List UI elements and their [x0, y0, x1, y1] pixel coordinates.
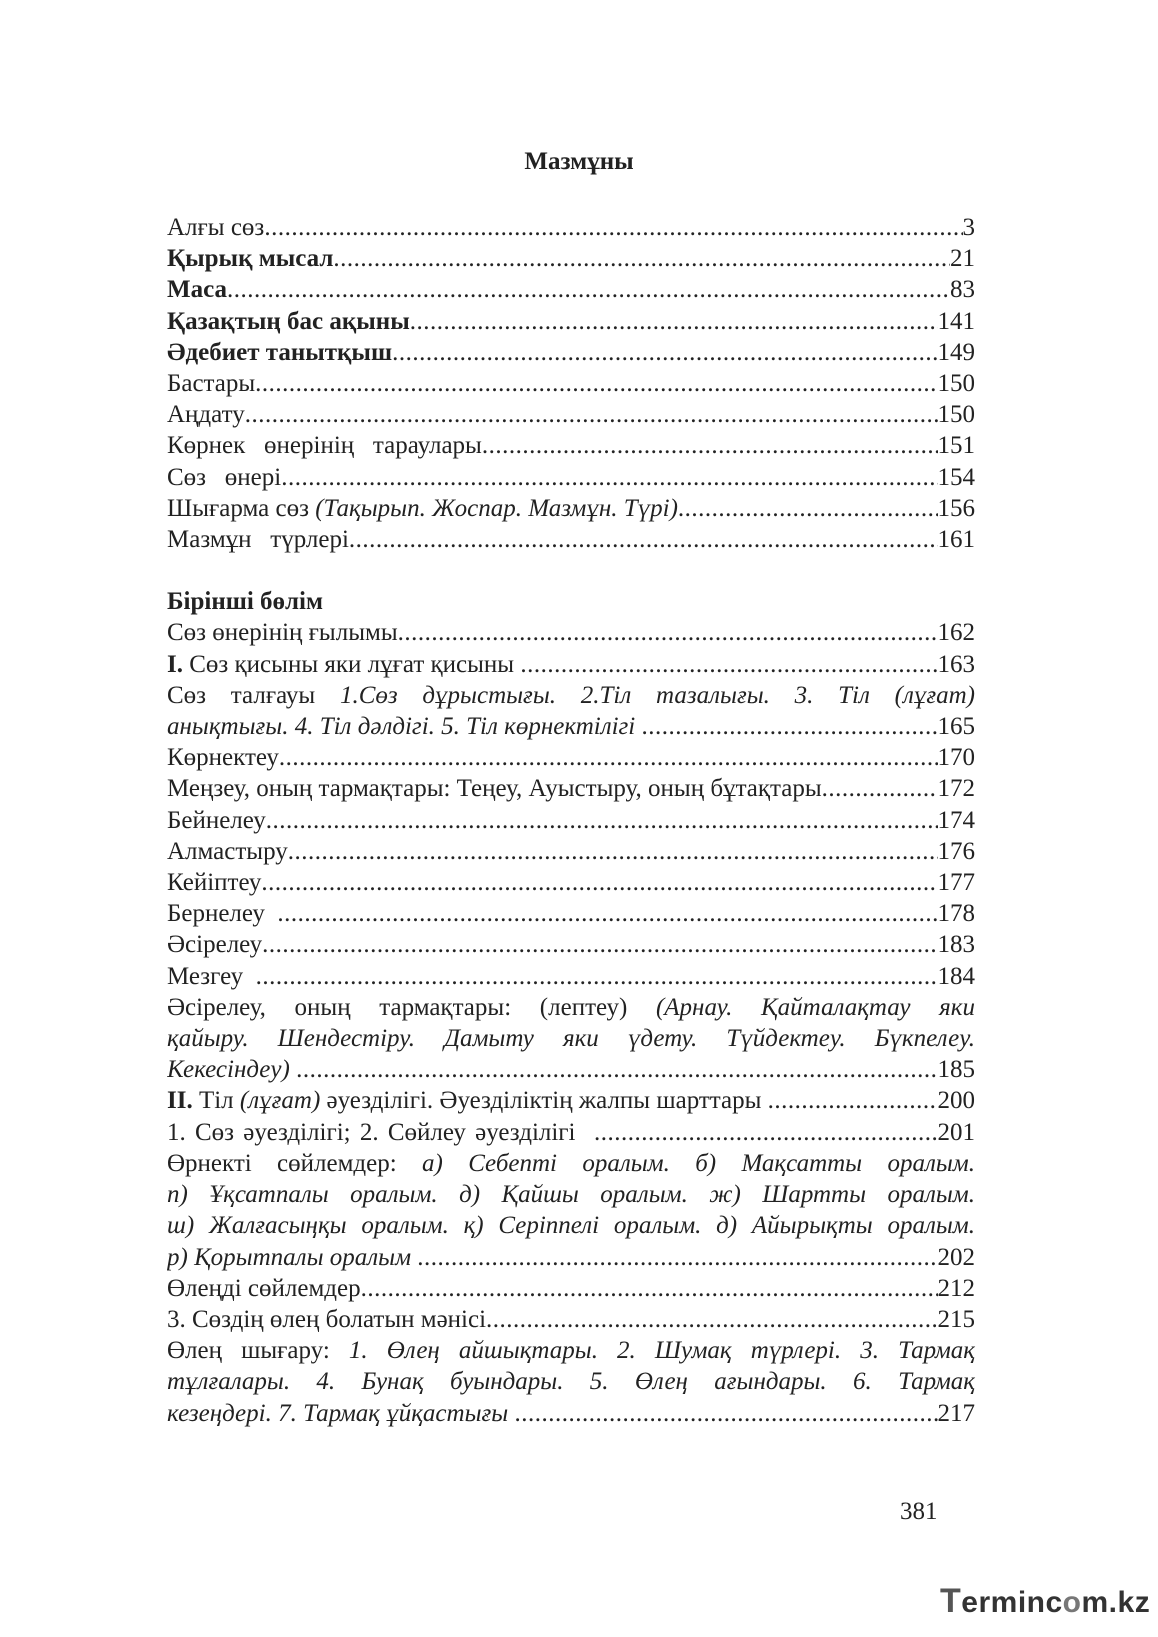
toc-entry-title: Алғы сөз: [167, 214, 265, 241]
dot-leader: [398, 617, 938, 648]
toc-entry-subtitle: р) Қорытпалы оралым: [167, 1243, 418, 1271]
toc-page-number: 151: [937, 432, 975, 460]
toc-page-number: 177: [937, 869, 975, 897]
watermark-text: m.kz: [1081, 1586, 1151, 1619]
toc-entry: [167, 711, 975, 742]
toc-page-number: 178: [937, 900, 975, 928]
dot-leader: [392, 337, 937, 368]
toc-page-number: 176: [937, 837, 975, 865]
dot-leader: [361, 1273, 938, 1304]
dot-leader: [642, 711, 938, 742]
toc-entry-title: Көрнек өнерінің тараулары: [167, 432, 482, 460]
toc-entry: [167, 493, 975, 524]
toc-entry: [167, 1304, 975, 1335]
toc-entry-title: Кейіптеу: [167, 869, 262, 897]
toc-entry: [167, 430, 975, 461]
toc-entry: [167, 649, 975, 680]
dot-leader: [768, 1085, 938, 1116]
toc-page-number: 141: [937, 307, 975, 335]
watermark-logo: [940, 1582, 1150, 1621]
dot-leader: [349, 524, 938, 555]
toc-entry: [167, 212, 975, 243]
toc-entry-title: Әсірелеу: [167, 931, 263, 959]
toc-entry-title: Сөз қисыны яки лұғат қисыны: [182, 650, 521, 678]
toc-entry-title: Шығарма сөз: [167, 494, 316, 522]
toc-page-number: 184: [937, 962, 975, 990]
toc-page-number: 162: [937, 619, 975, 647]
toc-entry: [167, 742, 975, 773]
toc-page-number: 149: [937, 338, 975, 366]
toc-page-number: 83: [950, 276, 975, 304]
dot-leader: [514, 1398, 937, 1429]
toc-entry-line: [167, 992, 975, 1023]
toc-page-number: 174: [937, 806, 975, 834]
toc-entry: [167, 805, 975, 836]
toc-page-number: 183: [937, 931, 975, 959]
toc-entry: [167, 524, 975, 555]
toc-entry-title: Сөз өнерінің ғылымы: [167, 619, 398, 647]
toc-entry-title: Өлең шығару:: [167, 1337, 349, 1365]
dot-leader: [678, 493, 938, 524]
toc-entry-title: Бастары: [167, 370, 256, 398]
toc-entry-title: Бейнелеу: [167, 806, 266, 834]
toc-entry-numeral: ІІ.: [167, 1087, 193, 1115]
toc-entry-title: Меңзеу, оның тармақтары: Теңеу, Ауыстыру, оның бұтақтары: [167, 775, 822, 803]
toc-entry: [167, 243, 975, 274]
toc-entry-title: Мезгеу: [167, 962, 256, 990]
spacer: [167, 555, 975, 586]
magnifier-icon: o: [1062, 1586, 1082, 1619]
toc-entry-multiline: [167, 680, 975, 711]
dot-leader: [482, 430, 938, 461]
toc-entry-multiline: [167, 1148, 975, 1242]
toc-entry: [167, 337, 975, 368]
toc-entry: [167, 368, 975, 399]
toc-entry-subtitle: 1. Өлең айшықтары. 2. Шумақ түрлері. 3. Тармақ: [348, 1337, 975, 1365]
toc-page-number: 200: [937, 1087, 975, 1115]
toc-entry: [167, 961, 975, 992]
toc-entry-title: Сөз өнері: [167, 463, 282, 491]
toc-entry: [167, 1085, 975, 1116]
toc-entry-subtitle: (лұғат): [239, 1087, 321, 1115]
toc-entry: [167, 617, 975, 648]
toc-entry-subtitle: 1.Сөз дұрыстығы. 2.Тіл тазалығы. 3. Тіл (лұғат): [339, 681, 976, 709]
toc-entry: [167, 306, 975, 337]
page-number: 381: [900, 1498, 938, 1525]
dot-leader: [261, 867, 937, 898]
toc-page-number: 185: [937, 1056, 975, 1084]
dot-leader: [277, 898, 937, 929]
toc-entry-line: ш) Жалғасыңқы оралым. қ) Серіппелі оралым. д) Айырықты оралым.: [167, 1212, 975, 1240]
dot-leader: [594, 1117, 937, 1148]
dot-leader: [288, 836, 938, 867]
toc-entry: [167, 1117, 975, 1148]
toc-entry-title: Маса: [167, 276, 227, 304]
toc-entry-title: Қырық мысал: [167, 245, 334, 273]
toc-entry-subtitle: анықтығы. 4. Тіл дәлдігі. 5. Тіл көрнектілігі: [167, 713, 642, 741]
toc-page-number: 215: [937, 1305, 975, 1333]
toc-entry-subtitle: (Тақырып. Жоспар. Мазмұн. Түрі): [315, 494, 678, 522]
toc-page-number: 156: [937, 494, 975, 522]
toc-entry-subtitle: а) Себепті оралым. б) Мақсатты оралым.: [422, 1149, 975, 1177]
table-of-contents: [167, 212, 975, 1429]
toc-entry-numeral: І.: [167, 650, 183, 678]
toc-page-number: 3: [962, 214, 975, 241]
dot-leader: [227, 274, 950, 305]
toc-entry: [167, 867, 975, 898]
toc-entry-line: [167, 680, 975, 711]
toc-entry-subtitle: кезеңдері. 7. Тармақ ұйқастығы: [167, 1399, 515, 1427]
dot-leader: [281, 462, 937, 493]
toc-page-number: 21: [950, 245, 975, 273]
toc-entry-subtitle: Кекесіндеу): [167, 1056, 290, 1084]
toc-entry-title: Тіл: [192, 1087, 240, 1115]
toc-entry-title: Қазақтың бас ақыны: [167, 307, 410, 335]
page-title: Мазмұны: [524, 148, 634, 175]
toc-entry-line: қайыру. Шендестіру. Дамыту яки үдету. Түйдектеу. Бүкпелеу.: [167, 1025, 975, 1053]
toc-entry-title: Әсірелеу, оның тармақтары: (лептеу): [167, 993, 656, 1021]
toc-entry-title: 3. Сөздің өлең болатын мәнісі: [167, 1305, 487, 1333]
toc-entry: [167, 1054, 975, 1085]
toc-entry-subtitle: (Арнау. Қайталақтау яки: [655, 993, 975, 1021]
toc-entry-title: Көрнектеу: [167, 744, 279, 772]
toc-entry: [167, 399, 975, 430]
toc-entry: [167, 836, 975, 867]
dot-leader: [264, 212, 962, 243]
toc-entry: [167, 929, 975, 960]
toc-page-number: 161: [937, 526, 975, 554]
toc-page-number: 172: [937, 775, 975, 803]
toc-entry-multiline: [167, 1335, 975, 1397]
watermark-text: erminc: [961, 1586, 1063, 1619]
dot-leader: [256, 961, 938, 992]
toc-entry-line: [167, 1335, 975, 1366]
toc-entry-title: Сөз талғауы: [167, 681, 340, 709]
toc-entry-title: Өлеңді сөйлемдер: [167, 1274, 361, 1302]
toc-page-number: 202: [937, 1243, 975, 1271]
toc-page-number: 150: [937, 401, 975, 429]
toc-entry-line: тұлғалары. 4. Бунақ буындары. 5. Өлең ағындары. 6. Тармақ: [167, 1368, 975, 1396]
toc-page-number: 217: [937, 1399, 975, 1427]
toc-entry-title: Алмастыру: [167, 837, 288, 865]
toc-entry: [167, 1273, 975, 1304]
toc-entry-title: Өрнекті сөйлемдер:: [167, 1149, 423, 1177]
toc-page-number: 212: [937, 1274, 975, 1302]
toc-entry: [167, 1398, 975, 1429]
toc-entry: [167, 462, 975, 493]
toc-entry-title: Бернелеу: [167, 900, 278, 928]
toc-page-number: 154: [937, 463, 975, 491]
dot-leader: [262, 929, 937, 960]
toc-entry-line: [167, 1148, 975, 1179]
toc-entry-title: әуезділігі. Әуезділіктің жалпы шарттары: [320, 1087, 768, 1115]
section-heading: Бірінші бөлім: [167, 588, 324, 616]
dot-leader: [245, 399, 938, 430]
toc-page-number: 150: [937, 370, 975, 398]
toc-entry-line: п) Ұқсатпалы оралым. д) Қайшы оралым. ж) Шартты оралым.: [167, 1181, 975, 1209]
dot-leader: [520, 649, 937, 680]
toc-page-number: 165: [937, 713, 975, 741]
toc-entry: [167, 274, 975, 305]
toc-entry-title: 1. Сөз әуезділігі; 2. Сөйлеу әуезділігі: [167, 1118, 595, 1146]
dot-leader: [486, 1304, 937, 1335]
watermark-initial: T: [940, 1582, 962, 1620]
dot-leader: [333, 243, 950, 274]
dot-leader: [266, 805, 938, 836]
toc-page-number: 170: [937, 744, 975, 772]
dot-leader: [296, 1054, 937, 1085]
toc-entry-title: Аңдату: [167, 401, 245, 429]
toc-page-number: 201: [937, 1118, 975, 1146]
dot-leader: [417, 1242, 937, 1273]
toc-entry-multiline: [167, 992, 975, 1054]
toc-entry: [167, 773, 975, 804]
toc-entry-title: Мазмұн түрлері: [167, 526, 349, 554]
toc-entry-title: Әдебиет танытқыш: [167, 338, 393, 366]
dot-leader: [255, 368, 937, 399]
dot-leader: [410, 306, 938, 337]
dot-leader: [822, 773, 938, 804]
toc-page-number: 163: [937, 650, 975, 678]
toc-entry: [167, 1242, 975, 1273]
toc-entry: [167, 898, 975, 929]
dot-leader: [279, 742, 938, 773]
